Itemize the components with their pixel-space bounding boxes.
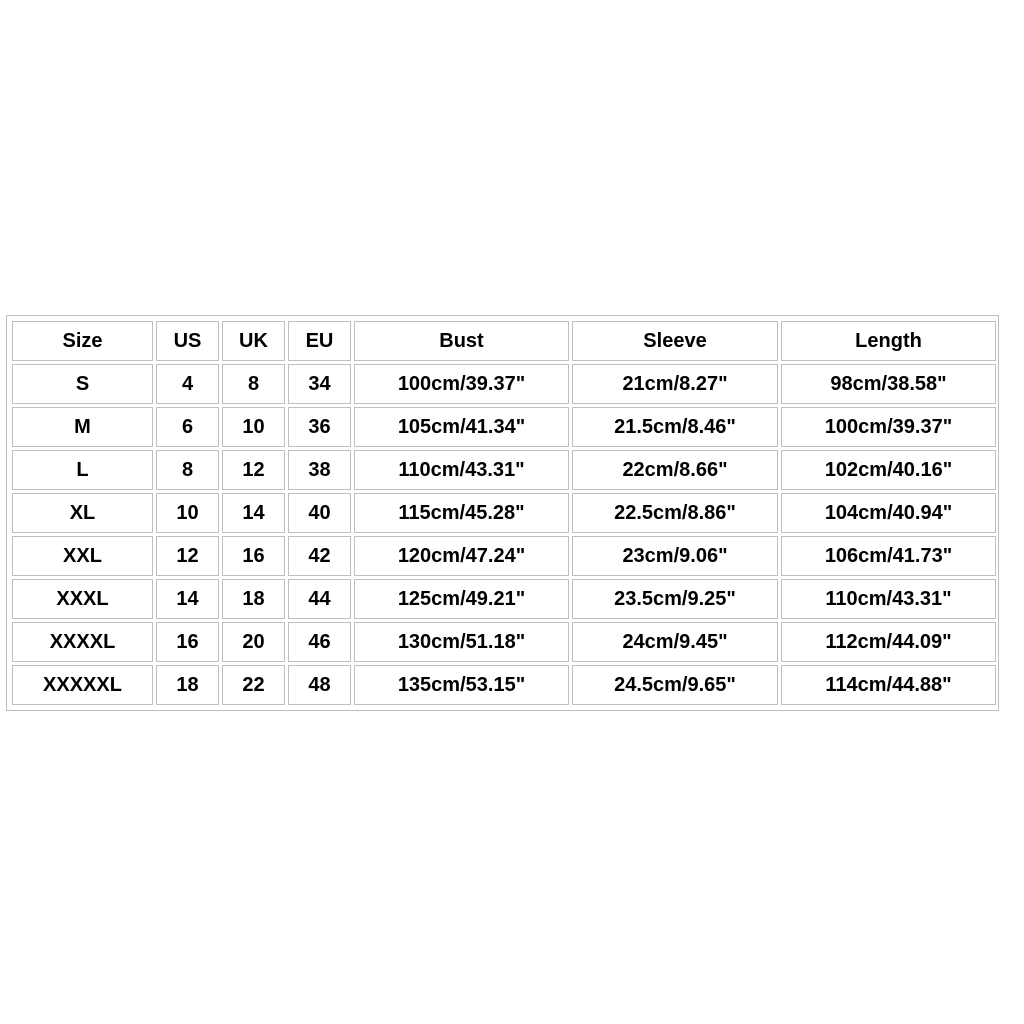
bust-cell: 115cm/45.28" [354, 493, 569, 533]
sleeve-cell: 22cm/8.66" [572, 450, 778, 490]
header-cell-size: Size [12, 321, 153, 361]
us-cell: 6 [156, 407, 219, 447]
sleeve-cell: 24cm/9.45" [572, 622, 778, 662]
length-cell: 110cm/43.31" [781, 579, 996, 619]
size-cell: L [12, 450, 153, 490]
table-row [12, 493, 996, 533]
length-cell: 98cm/38.58" [781, 364, 996, 404]
bust-cell: 120cm/47.24" [354, 536, 569, 576]
bust-cell: 100cm/39.37" [354, 364, 569, 404]
header-row [12, 321, 996, 361]
header-cell-us: US [156, 321, 219, 361]
size-cell: XXL [12, 536, 153, 576]
table-row [12, 364, 996, 404]
uk-cell: 14 [222, 493, 285, 533]
bust-cell: 135cm/53.15" [354, 665, 569, 705]
bust-cell: 130cm/51.18" [354, 622, 569, 662]
table-row [12, 579, 996, 619]
us-cell: 4 [156, 364, 219, 404]
eu-cell: 38 [288, 450, 351, 490]
eu-cell: 36 [288, 407, 351, 447]
bust-cell: 110cm/43.31" [354, 450, 569, 490]
size-cell: XL [12, 493, 153, 533]
bust-cell: 125cm/49.21" [354, 579, 569, 619]
header-cell-sleeve: Sleeve [572, 321, 778, 361]
length-cell: 106cm/41.73" [781, 536, 996, 576]
uk-cell: 16 [222, 536, 285, 576]
table-row [12, 536, 996, 576]
size-chart-table [9, 318, 999, 708]
uk-cell: 20 [222, 622, 285, 662]
sleeve-cell: 24.5cm/9.65" [572, 665, 778, 705]
us-cell: 10 [156, 493, 219, 533]
table-row [12, 622, 996, 662]
eu-cell: 40 [288, 493, 351, 533]
uk-cell: 8 [222, 364, 285, 404]
length-cell: 114cm/44.88" [781, 665, 996, 705]
uk-cell: 18 [222, 579, 285, 619]
size-cell: XXXXL [12, 622, 153, 662]
sleeve-cell: 21cm/8.27" [572, 364, 778, 404]
length-cell: 112cm/44.09" [781, 622, 996, 662]
eu-cell: 44 [288, 579, 351, 619]
table-row [12, 665, 996, 705]
table-row [12, 407, 996, 447]
us-cell: 8 [156, 450, 219, 490]
us-cell: 12 [156, 536, 219, 576]
size-cell: XXXXXL [12, 665, 153, 705]
header-cell-eu: EU [288, 321, 351, 361]
sleeve-cell: 21.5cm/8.46" [572, 407, 778, 447]
length-cell: 100cm/39.37" [781, 407, 996, 447]
bust-cell: 105cm/41.34" [354, 407, 569, 447]
length-cell: 102cm/40.16" [781, 450, 996, 490]
sleeve-cell: 23.5cm/9.25" [572, 579, 778, 619]
header-cell-uk: UK [222, 321, 285, 361]
size-cell: S [12, 364, 153, 404]
table-row [12, 450, 996, 490]
eu-cell: 46 [288, 622, 351, 662]
header-cell-length: Length [781, 321, 996, 361]
length-cell: 104cm/40.94" [781, 493, 996, 533]
sleeve-cell: 22.5cm/8.86" [572, 493, 778, 533]
uk-cell: 22 [222, 665, 285, 705]
size-cell: M [12, 407, 153, 447]
eu-cell: 48 [288, 665, 351, 705]
uk-cell: 12 [222, 450, 285, 490]
us-cell: 18 [156, 665, 219, 705]
sleeve-cell: 23cm/9.06" [572, 536, 778, 576]
us-cell: 16 [156, 622, 219, 662]
us-cell: 14 [156, 579, 219, 619]
eu-cell: 34 [288, 364, 351, 404]
size-cell: XXXL [12, 579, 153, 619]
eu-cell: 42 [288, 536, 351, 576]
size-chart-frame [6, 315, 999, 711]
header-cell-bust: Bust [354, 321, 569, 361]
uk-cell: 10 [222, 407, 285, 447]
